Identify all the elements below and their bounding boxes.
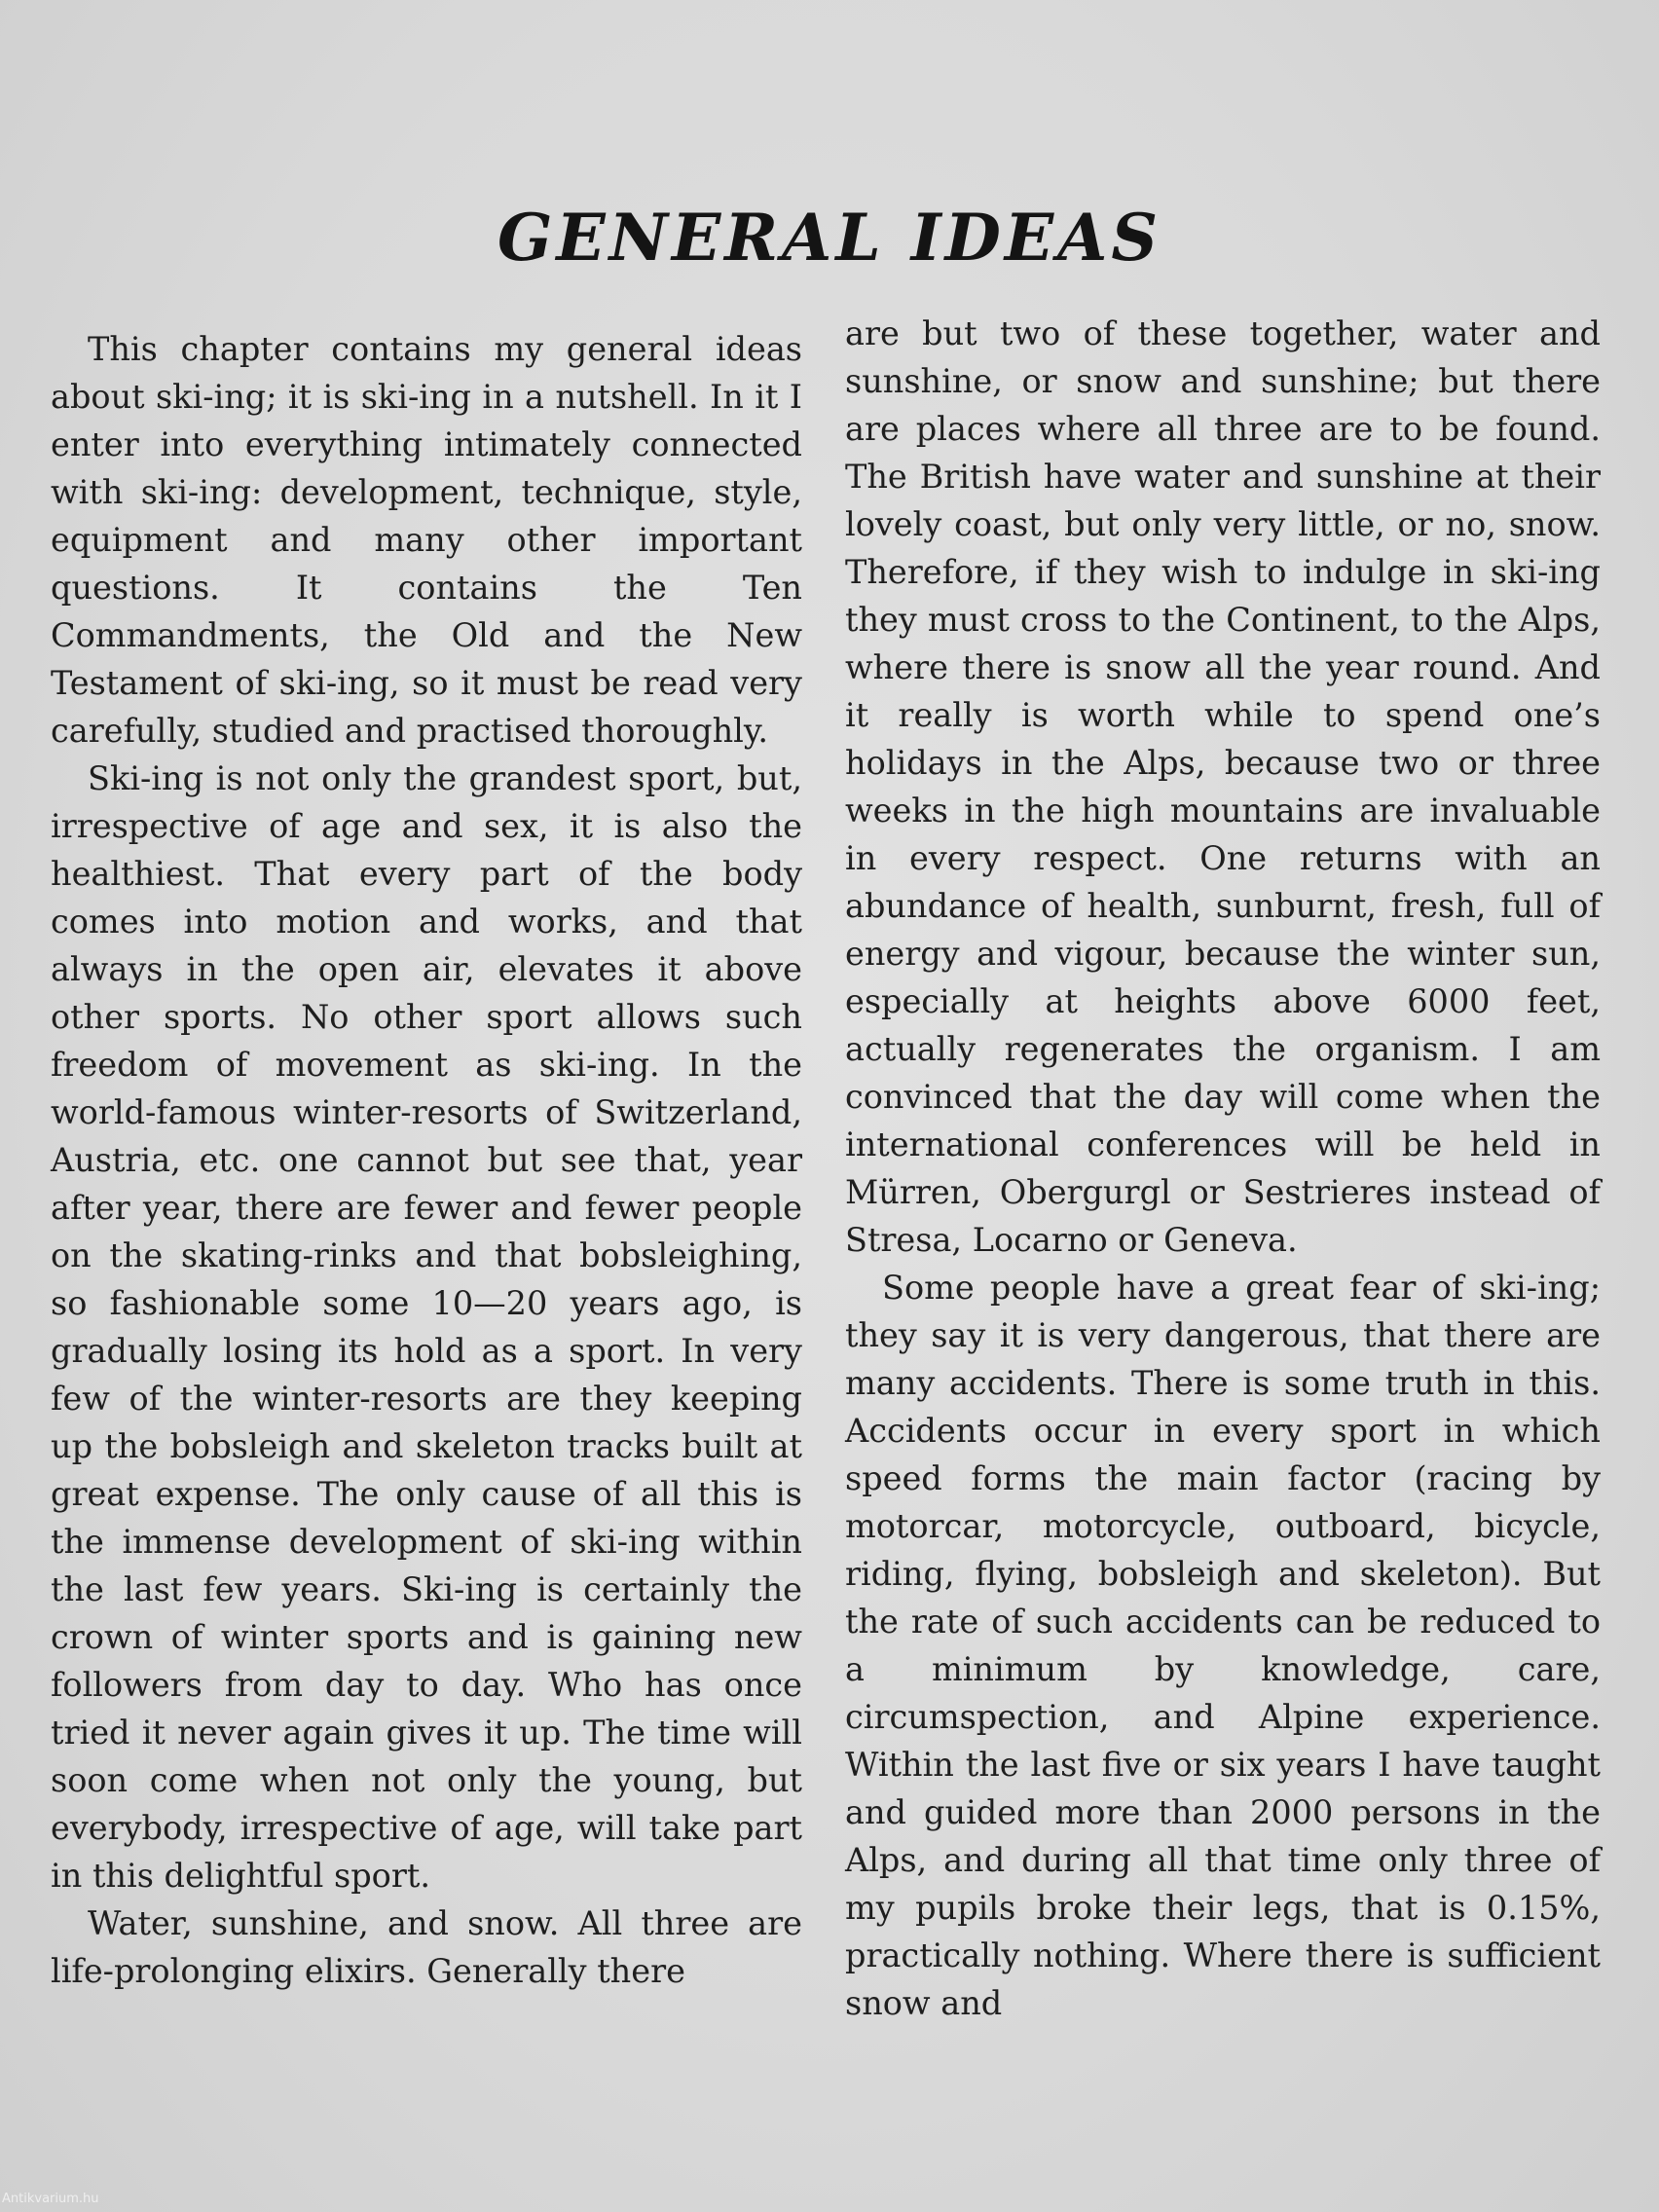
paragraph-alps-continued: are but two of these together, water and sunshine, or snow and sunshine; but there are places where all three are to be found. The British have water and sunshine at their lovely coast, but only very little, or no, snow. Therefore, if they wish to indulge in ski-ing they must cross to the Continent, to the Alps, where there is snow all the year round. And it really is worth while to spend one’s holidays in the Alps, because two or three weeks in the high mountains are invaluable in every respect. One returns with an abundance of health, sunburnt, fresh, full of energy and vigour, because the winter sun, especially at heights above 6000 feet, actually regenerates the organism. I am convinced that the day will come when the international conferences will be held in Mürren, Obergurgl or Sestrieres instead of Stresa, Locarno or Geneva.	[845, 314, 1601, 1259]
paragraph-fear-of-ski-ing: Some people have a great fear of ski-ing; they say it is very dangerous, that there are many accidents. There is some truth in this. Accidents occur in every sport in which speed forms the main factor (racing by motorcar, motorcycle, outboard, bicycle, riding, flying, bobsleigh and skeleton). But the rate of such accidents can be reduced to a minimum by knowledge, care, circumspection, and Alpine experience. Within the last five or six years I have taught and guided more than 2000 persons in the Alps, and during all that time only three of my pupils broke their legs, that is 0.15%, practically nothing. Where there is sufficient snow and	[845, 1269, 1601, 2022]
watermark: Antikvarium.hu	[2, 2192, 99, 2206]
left-column	[51, 325, 802, 1995]
paragraph-chapter-intro: This chapter contains my general ideas about ski-ing; it is ski-ing in a nutshell. In it I enter into everything intimately connected with ski-ing: development, technique, style, equipment and many other important questions. It contains the Ten Commandments, the Old and the New Testament of ski-ing, so it must be read very carefully, studied and practised thoroughly.	[51, 330, 802, 750]
page-title: GENERAL IDEAS	[497, 200, 1162, 276]
paragraph-healthiest-sport: Ski-ing is not only the grandest sport, but, irrespective of age and sex, it is also the healthiest. That every part of the body comes into motion and works, and that always in the open air, elevates it above other sports. No other sport allows such freedom of movement as ski-ing. In the world-famous winter-resorts of Switzerland, Austria, etc. one cannot but see that, year after year, there are fewer and fewer people on the skating-rinks and that bobsleighing, so fashionable some 10—20 years ago, is gradually losing its hold as a sport. In very few of the winter-resorts are they keeping up the bobsleigh and skeleton tracks built at great expense. The only cause of all this is the immense development of ski-ing within the last few years. Ski-ing is certainly the crown of winter sports and is gaining new followers from day to day. Who has once tried it never again gives it up. The time will soon come when not only the young, but everybody, irrespective of age, will take part in this delightful sport.	[51, 759, 802, 1895]
right-column	[845, 310, 1601, 2027]
paragraph-water-sunshine-snow: Water, sunshine, and snow. All three are life-prolonging elixirs. Generally there	[51, 1904, 802, 1990]
